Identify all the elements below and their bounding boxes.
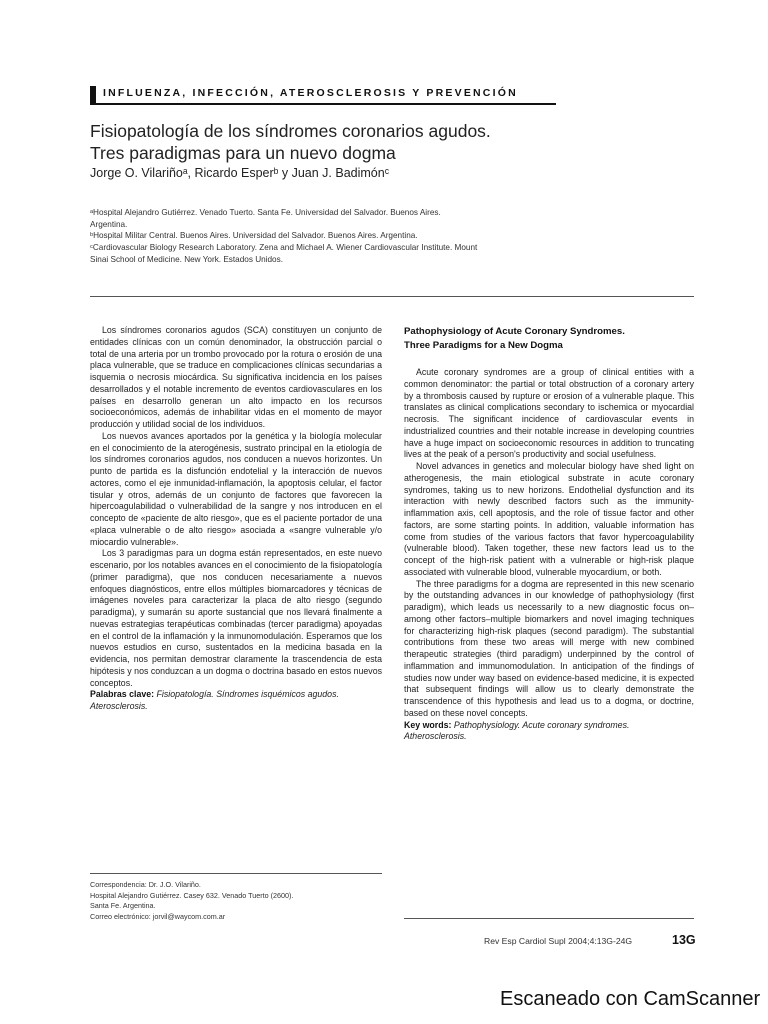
section-title: INFLUENZA, INFECCIÓN, ATEROSCLEROSIS Y PREVENCIÓN <box>103 87 518 99</box>
spanish-keywords <box>90 689 382 713</box>
affiliation-line: Sinai School of Medicine. New York. Estados Unidos. <box>90 254 283 264</box>
section-marker <box>90 86 96 104</box>
correspondence-divider <box>90 873 382 874</box>
keywords-label: Key words: <box>404 719 452 730</box>
correspondence-line: Hospital Alejandro Gutiérrez. Casey 632. Venado Tuerto (2600). <box>90 890 294 900</box>
english-title-line: Three Paradigms for a New Dogma <box>404 340 563 351</box>
correspondence-line: Correo electrónico: jorvil@waycom.com.ar <box>90 911 226 921</box>
affiliation-line: ᵃHospital Alejandro Gutiérrez. Venado Tuerto. Santa Fe. Universidad del Salvador. Buenos Aires. <box>90 208 441 217</box>
footer-divider <box>404 918 694 919</box>
abstract-paragraph: The three paradigms for a dogma are represented in this new scenario by the outstanding advances in our knowledge of pathophysiology (first paradigm), which leads us necessarily to a new diagnostic focus on–among other factors–multiple biomarkers and novel imaging techniques for characterizing high-risk plaques (second paradigm). The substantial contributions from these two areas will merge with new combined therapeutic strategies (third paradigm) underpinned by the control of inflammation and immunomodulation. In anticipation of the findings of studies now under way based on evidence-based medicine, it is expected that subsequent findings will allow us to clearly demonstrate the transcendence of this hypothesis and lead us to a dogma, or doctrine, based on these novel concepts. <box>404 578 694 718</box>
english-abstract <box>404 325 694 743</box>
affiliations <box>90 207 610 266</box>
abstract-paragraph: Los nuevos avances aportados por la genética y la biología molecular en el conocimiento de la aterogénesis, sustrato principal en la etiología de los síndromes coronarios agudos, nos conducen a nuevos horizontes. Un punto de partida es la disfunción endotelial y la interacción de nuevos actores, como el eje inmunidad-inflamación, la apoptosis celular, el factor tisular y otros, además de un conjunto de factores que favorecen la hipercoagulabilidad o vulnerabilidad de la sangre y nos introducen en el concepto de «paciente de alto riesgo», que es el paciente portador de una «placa vulnerable o de alto riesgo» asociada a «sangre vulnerable y/o miocardio vulnerable». <box>90 430 382 547</box>
correspondence <box>90 880 390 922</box>
section-rule <box>90 103 556 105</box>
page-number: 13G <box>672 933 696 947</box>
english-title <box>404 325 694 353</box>
keywords-text: Pathophysiology. Acute coronary syndromes. Atherosclerosis. <box>404 719 630 742</box>
article-authors: Jorge O. Vilariñoᵃ, Ricardo Esperᵇ y Juan J. Badimónᶜ <box>90 166 390 180</box>
abstract-paragraph: Novel advances in genetics and molecular biology have shed light on atherogenesis, the main etiological substrate in acute coronary syndromes, taking us to new horizons. Endothelial dysfunction and its interaction with newly described factors such as the immunity-inflammation axis, cell apoptosis, and the role of tissue factor and other factors, are some starting points. In addition, valuable information has come from studies of the various factors that favor hypercoagulability (vulnerable blood). Taken together, these new factors lead us to the concept of the high-risk patient with a vulnerable or high-risk plaque associated with vulnerable blood, vulnerable myocardium, or both. <box>404 461 694 577</box>
abstract-paragraph: Acute coronary syndromes are a group of clinical entities with a common denominator: the partial or total obstruction of a coronary artery by a thrombosis caused by rupture or erosion of a vulnerable plaque. This translates as clinical complications secondary to ischemica or myocardial necrosis. The significant incidence of cardiovascular events in industrialized countries and their notable increase in developing countries have a huge impact on socioeconomic resources in addition to truncating lives at the peak of a person's productivity and social usefulness. <box>404 367 694 460</box>
abstract-paragraph: Los síndromes coronarios agudos (SCA) constituyen un conjunto de entidades clínicas con un común denominador, la obstrucción parcial o total de una arteria por un trombo provocado por la rotura o erosión de una placa vulnerable, que se traduce en complicaciones clínicas secundarias a isquemia o necrosis miocárdica. Su significativa incidencia en los países desarrollados y el notable incremento de eventos cardiovasculares en los países en desarrollo generan un alto impacto en los recursos socioeconómicos, además de inhabilitar vidas en el momento de mayor producción y utilidad social de los individuos. <box>90 325 382 429</box>
correspondence-line: Santa Fe. Argentina. <box>90 901 156 911</box>
scanner-watermark: Escaneado con CamScanner <box>500 988 761 1010</box>
affiliation-line: Argentina. <box>90 219 128 229</box>
english-title-line: Pathophysiology of Acute Coronary Syndromes. <box>404 326 625 337</box>
journal-citation: Rev Esp Cardiol Supl 2004;4:13G-24G <box>484 936 633 946</box>
abstract-paragraph: Los 3 paradigmas para un dogma están representados, en este nuevo escenario, por los notables avances en el conocimiento de la fisiopatología (primer paradigma), que nos conducen necesariamente a nuevos enfoques diagnósticos, entre ellos múltiples biomarcadores y técnicas de imágenes noveles para caracterizar la placa de alto riesgo (segundo paradigma), y sumarán su aporte sustancial que nos llevará finalmente a nuevas estrategias terapéuticas combinadas (tercer paradigma) apoyadas en el control de la inflamación y la inmunomodulación. Esperamos que los nuevos estudios en curso, sustentados en la medicina basada en la evidencia, nos permitan demostrar claramente la trascendencia de esta hipótesis y nos conduzcan a un dogma o doctrina basado en estos nuevos conceptos. <box>90 548 382 688</box>
spanish-abstract <box>90 325 382 713</box>
correspondence-line: Correspondencia: Dr. J.O. Vilariño. <box>90 880 201 889</box>
keywords-label: Palabras clave: <box>90 689 155 700</box>
affiliation-line: ᵇHospital Militar Central. Buenos Aires. Universidad del Salvador. Buenos Aires. Argentina. <box>90 231 418 241</box>
header-divider <box>90 296 694 297</box>
article-title-line: Fisiopatología de los síndromes coronarios agudos. <box>90 121 491 141</box>
keywords-text: Fisiopatología. Síndromes isquémicos agudos. Aterosclerosis. <box>90 689 339 711</box>
article-title <box>90 120 650 164</box>
article-title-line: Tres paradigmas para un nuevo dogma <box>90 143 396 163</box>
english-keywords <box>404 720 694 744</box>
affiliation-line: ᶜCardiovascular Biology Research Laboratory. Zena and Michael A. Wiener Cardiovascular Institute. Mount <box>90 243 478 253</box>
